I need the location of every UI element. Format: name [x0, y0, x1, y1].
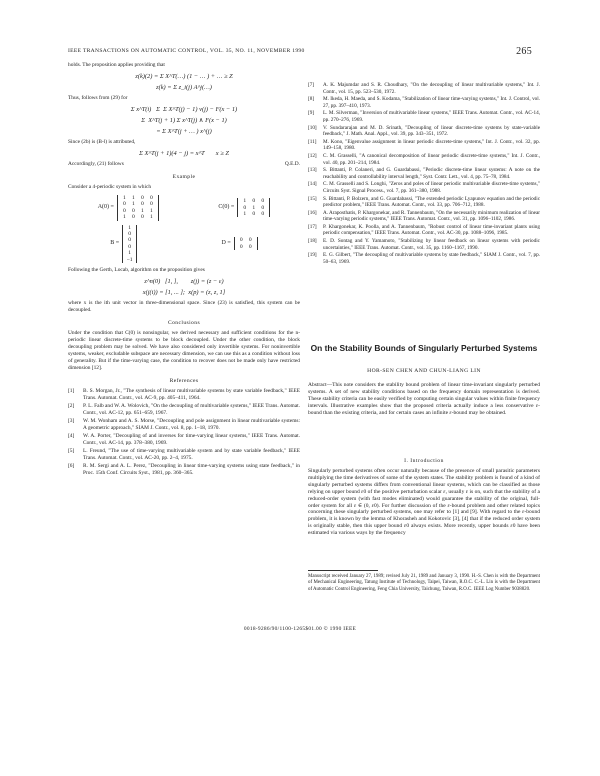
- reference-text: W. A. Porter, "Decoupling of and inverses for time-varying linear systems," IEEE Trans. Automat. Contr., vol. AC-14, pp. 378–380, 1969.: [83, 433, 300, 447]
- reference-number: [19]: [308, 252, 317, 259]
- reference-item: [308, 238, 540, 251]
- article-authors: HOR-SEN CHEN AND CHUN-LIANG LIN: [367, 368, 481, 374]
- reference-text: B. S. Morgan, Jr., "The synthesis of linear multivariable systems by state variable feedback," IEEE Trans. Automat. Contr., vol. AC-9, pp. 405–411, 1964.: [83, 388, 300, 402]
- reference-item: [308, 82, 540, 95]
- matrix-b: [110, 225, 137, 263]
- reference-number: [7]: [308, 82, 315, 88]
- matrix-entry: 1: [252, 204, 256, 211]
- reference-text: P. L. Falb and W. A. Wolovich, "On the decoupling of multivariable systems," IEEE Trans. Automat. Contr., vol. AC-12, pp. 651–659, 1967.: [83, 403, 300, 417]
- matrix-entry: 0: [248, 237, 252, 244]
- paragraph: Accordingly, (21) follows: [68, 161, 124, 167]
- equation: Σ X^T(j + 1) Σ x^T(j) ∧ F(x − 1): [141, 117, 227, 124]
- matrix-entry: 0: [239, 243, 243, 250]
- matrix-entry: 0: [123, 207, 126, 214]
- reference-text: R. M. Sergi and A. L. Perez, "Decoupling in linear time-varying systems using state feedback," in Proc. 15th Conf. Circuits Syst., 1981, pp. 360–365.: [83, 463, 300, 477]
- matrix-entry: −1: [126, 256, 133, 263]
- matrix-label: B =: [110, 240, 120, 247]
- footnote: Manuscript received January 27, 1989; revised July 21, 1989 and January 3, 1990. H.-S. Chen is with the Department of Mechanical Engineering, Tatung Institute of Technology, Taipei, Taiwan, R.O.C. C.-L. Lin is with the Department of Automatic Control Engineering, Feng Chia University, Taichung, Taiwan, R.O.C. IEEE Log Number 9038820.: [308, 574, 540, 592]
- reference-list: [68, 388, 300, 477]
- section-heading-example: Example: [172, 174, 196, 180]
- equation: z(k)(2) = Σ X^T(…) (1 − … ) + … ≥ Z: [135, 73, 233, 80]
- matrix-entry: 0: [128, 231, 131, 238]
- reference-text: V. Sundararajan and M. D. Srinath, "Decoupling of linear discrete-time systems by state-variable feedback," J. Math. Anal. Appl., vol. 39, pp. 343–351, 1972.: [323, 124, 540, 138]
- journal-name: IEEE TRANSACTIONS ON AUTOMATIC CONTROL, VOL. 35, NO. 11, NOVEMBER 1990: [68, 48, 305, 54]
- matrix-label: A(0) =: [97, 204, 114, 211]
- matrix-entry: 0: [261, 198, 265, 205]
- reference-text: A. K. Majumdar and S. R. Choudhary, "On the decoupling of linear multivariable systems," Int. J. Contr., vol. 15, pp. 523–530, 1972.: [323, 82, 540, 95]
- reference-number: [10]: [308, 124, 317, 131]
- reference-item: [68, 418, 300, 432]
- reference-text: M. Kono, "Eigenvalue assignment in linear periodic discrete-time systems," Int. J. Contr., vol. 32, pp. 149–158, 1980.: [323, 138, 540, 152]
- reference-text: M. Ikeda, H. Maeda, and S. Kodama, "Stabilization of linear time-varying systems," Int. J. Control, vol. 27, pp. 397–410, 1973.: [323, 96, 540, 109]
- matrix-body: [122, 225, 137, 263]
- matrix-entry: 1: [141, 207, 144, 214]
- reference-text: P. Khargonekar, K. Poolla, and A. Tannenbaum, "Robust control of linear time-invariant plants using periodic compensation," IEEE Trans. Automat. Contr., vol. AC-30, pp. 1088–1096, 1985.: [323, 223, 540, 237]
- reference-item: [68, 448, 300, 462]
- reference-number: [3]: [68, 418, 75, 425]
- left-column: [68, 62, 300, 478]
- reference-text: L. Freund, "The use of time-varying multivariable system and by state variable feedback," IEEE Trans. Automat. Contr., vol. AC-20, pp. 2–4, 1975.: [83, 448, 300, 462]
- matrix-label: C(0) =: [218, 204, 235, 211]
- section-heading-references: References: [169, 378, 199, 385]
- matrix-d: [222, 237, 258, 250]
- reference-item: [308, 224, 540, 237]
- equation: z^n(0) [1, ], z(j) = (z − ε): [144, 278, 224, 286]
- reference-item: [68, 463, 300, 477]
- reference-item: [68, 433, 300, 447]
- reference-number: [12]: [308, 152, 317, 159]
- reference-item: [308, 153, 540, 166]
- running-header: [68, 46, 532, 57]
- matrix-body: [237, 198, 270, 217]
- matrix-entry: 0: [252, 198, 256, 205]
- matrix-a: [98, 195, 159, 221]
- reference-text: E. G. Gilbert, "The decoupling of multivariable systems by state feedback," SIAM J. Contr., vol. 7, pp. 50–63, 1969.: [323, 252, 540, 265]
- introduction-text: Singularly perturbed systems often occur naturally because of the presence of small parasitic parameters multiplying the time derivatives of some of the system states. The stability problem is found of a kind of singularly perturbed systems differs from conventional linear systems, which can be classified as those relying on upper bound ε0 of the positive perturbation scalar ε, usually ε is on, such that the stability of a reduced-order system (with fast modes eliminated) would guarantee the stability of the original, full-order system for all ε ∈ (0, ε0). For further discussion of the ε-bound problem and other related topics concerning these singularly perturbed systems, one may refer to [1] and [9]. With regard to the ε-bound problem, it is known by the lemma of Khorasheh and Kokotovic [3], [4] that if the reduced order system is originally stable, then this upper bound ε0 always exists. More recently, upper bounds ε0 have been estimated via various ways by the frequency: [308, 468, 540, 537]
- equation: = Σ X^T(j + … ) x^(j): [156, 128, 212, 135]
- footnote-rule: [308, 570, 378, 571]
- reference-text: C. M. Grasselli, "A canonical decomposition of linear periodic discrete-time systems," Int. J. Contr., vol. 40, pp. 201–214, 1984.: [323, 152, 540, 166]
- paragraph: Under the condition that C(0) is nonsingular, we derived necessary and sufficient conditions for the n-periodic linear discrete-time systems to be block decoupled. Under the other condition, the block decoupling problem may be solved. We have also considered only invertible systems. For noninvertible systems, weaker, excludable subspace are necessary dimension, we can use this as a condition without loss of generality. But if the time-varying case, the condition to recover does not be made only have restricted dimension [12].: [68, 330, 300, 372]
- reference-text: S. Bittanti, P. Bolzern, and G. Guardabassi, "The extended periodic Lyapunov equation and the periodic predictor problem," IEEE Trans. Automat. Contr., vol. 33, pp. 706–712, 1988.: [323, 195, 540, 209]
- reference-item: [308, 139, 540, 152]
- matrix-entry: 1: [132, 195, 135, 201]
- matrix-c: [218, 198, 270, 217]
- reference-text: C. M. Grasselli and S. Longhi, "Zeros and poles of linear periodic multivariable discrete-time systems," Circuits Syst. Signal Process., vol. 7, pp. 361–380, 1988.: [323, 181, 540, 194]
- matrix-entry: 1: [132, 201, 135, 208]
- reference-number: [4]: [68, 433, 75, 440]
- matrix-entry: 0: [128, 237, 131, 244]
- reference-number: [13]: [308, 167, 317, 174]
- reference-number: [18]: [308, 238, 317, 245]
- matrix-entry: 0: [252, 211, 256, 218]
- matrix-entry: 0: [150, 201, 153, 208]
- abstract: Abstract—This note considers the stability bound problem of linear time-invariant singularly perturbed systems. A set of new stability conditions based on the frequency domain representation is derived. These stability criteria can be easily verified by computing certain singular values within finite frequency intervals. Illustrative examples show that the proposed criteria actually induce a less conservative ε-bound than the existing criteria, and for certain cases an infinite ε-bound may be obtained.: [308, 382, 540, 416]
- reference-item: [308, 110, 540, 123]
- reference-item: [308, 196, 540, 209]
- paragraph: Thus, follows from (29) for: [68, 95, 128, 101]
- section-heading-introduction: I. Introduction: [404, 458, 444, 464]
- reference-number: [9]: [308, 110, 315, 117]
- matrix-entry: 1: [150, 207, 153, 214]
- reference-item: [308, 167, 540, 180]
- equation: x(j(i)) = [1, ... ]; x(p) = (z, z, 1]: [142, 289, 226, 297]
- matrix-entry: 1: [243, 211, 247, 218]
- section-heading-conclusions: Conclusions: [167, 320, 201, 327]
- reference-item: [308, 210, 540, 223]
- equation: Σ x^T(i) Σ Σ X^T(j) − 1) v(j) − F(x − 1): [130, 106, 238, 113]
- reference-text: E. D. Sontag and Y. Yamamoto, "Stabilizing by linear feedback on linear systems with periodic uncertainties," IEEE Trans. Automat. Contr., vol. 35, pp. 1160–1167, 1990.: [323, 238, 540, 251]
- reference-item: [68, 403, 300, 417]
- reference-item: [308, 181, 540, 194]
- reference-number: [17]: [308, 223, 317, 230]
- equation: z(k) = Σ z_i(j) A^j(…): [156, 84, 212, 91]
- qed-mark: Q.E.D.: [284, 161, 300, 167]
- matrix-entry: 0: [261, 204, 265, 211]
- matrix-body: [234, 237, 258, 250]
- article-title: On the Stability Bounds of Singularly Perturbed Systems: [310, 343, 538, 353]
- matrix-entry: 0: [141, 195, 144, 201]
- matrix-label: D =: [221, 240, 231, 247]
- matrix-entry: 0: [132, 214, 135, 221]
- paragraph: holds. The proposition applies providing that: [68, 62, 165, 68]
- reference-text: S. Bittanti, P. Colaneri, and G. Guardabassi, "Periodic discrete-time linear systems: A note on the reachability and controllability interval length," Syst. Contr. Lett., vol. 4, pp. 75–78, 1984.: [323, 167, 540, 180]
- matrix-entry: 0: [132, 207, 135, 214]
- paragraph: Following the Gerth, Locab, algorithm on the proposition gives: [68, 267, 205, 274]
- reference-item: [308, 125, 540, 138]
- matrix-row: [68, 195, 300, 221]
- reference-text: L. M. Silverman, "Inversion of multivariable linear systems," IEEE Trans. Automat. Contr., vol. AC-14, pp. 270–276, 1969.: [323, 110, 540, 123]
- reference-number: [11]: [308, 138, 317, 145]
- reference-number: [2]: [68, 403, 75, 410]
- reference-number: [8]: [308, 96, 315, 103]
- copyright-code: 0018-9286/90/1100-1265$01.00 © 1990 IEEE: [243, 626, 357, 632]
- reference-number: [5]: [68, 448, 75, 455]
- matrix-entry: 0: [243, 204, 247, 211]
- paragraph: where x is the ith unit vector in three-dimensional space. Since (23) is satisfied, this system can be decoupled.: [68, 300, 300, 314]
- matrix-row: [68, 225, 300, 263]
- paragraph: Consider a 4-periodic system in which: [68, 184, 152, 190]
- matrix-entry: 0: [248, 243, 252, 250]
- matrix-entry: 0: [123, 201, 126, 208]
- reference-number: [6]: [68, 463, 75, 470]
- matrix-entry: 1: [128, 250, 131, 257]
- reference-text: W. M. Wonham and A. S. Morse, "Decoupling and pole assignment in linear multivariable systems: A geometric approach," SIAM J. Contr., vol. 8, pp. 1–18, 1970.: [83, 418, 300, 432]
- matrix-entry: 1: [150, 214, 153, 221]
- paragraph: Since (2b) is (B-l) is attributed,: [68, 139, 136, 145]
- matrix-entry: 0: [128, 243, 131, 250]
- reference-list-continued: [308, 82, 540, 266]
- reference-text: A. Araposthatis, P. Khargonekar, and R. Tannenbaum, "On the necessarily minimum realization of linear time-varying periodic systems," IEEE Trans. Automat. Contr., vol. 31, pp. 1096–1102, 1986.: [323, 209, 541, 223]
- page-number: 265: [516, 46, 532, 57]
- matrix-body: [117, 195, 159, 221]
- matrix-entry: 1: [123, 195, 126, 201]
- matrix-entry: 0: [239, 237, 243, 244]
- reference-item: [308, 96, 540, 109]
- matrix-entry: 0: [261, 211, 265, 218]
- reference-item: [68, 388, 300, 402]
- matrix-entry: 1: [128, 224, 131, 231]
- reference-number: [16]: [308, 209, 317, 216]
- matrix-entry: 1: [123, 214, 126, 221]
- matrix-entry: 0: [141, 201, 144, 208]
- reference-number: [15]: [308, 195, 317, 202]
- reference-number: [1]: [68, 388, 75, 395]
- reference-item: [308, 252, 540, 265]
- equation: Σ X^T(j + 1)(4 − j) = x^T x ≥ Z: [139, 150, 229, 157]
- reference-number: [14]: [308, 181, 317, 188]
- matrix-entry: 0: [141, 214, 144, 221]
- matrix-entry: 1: [243, 198, 247, 205]
- matrix-entry: 0: [150, 195, 153, 201]
